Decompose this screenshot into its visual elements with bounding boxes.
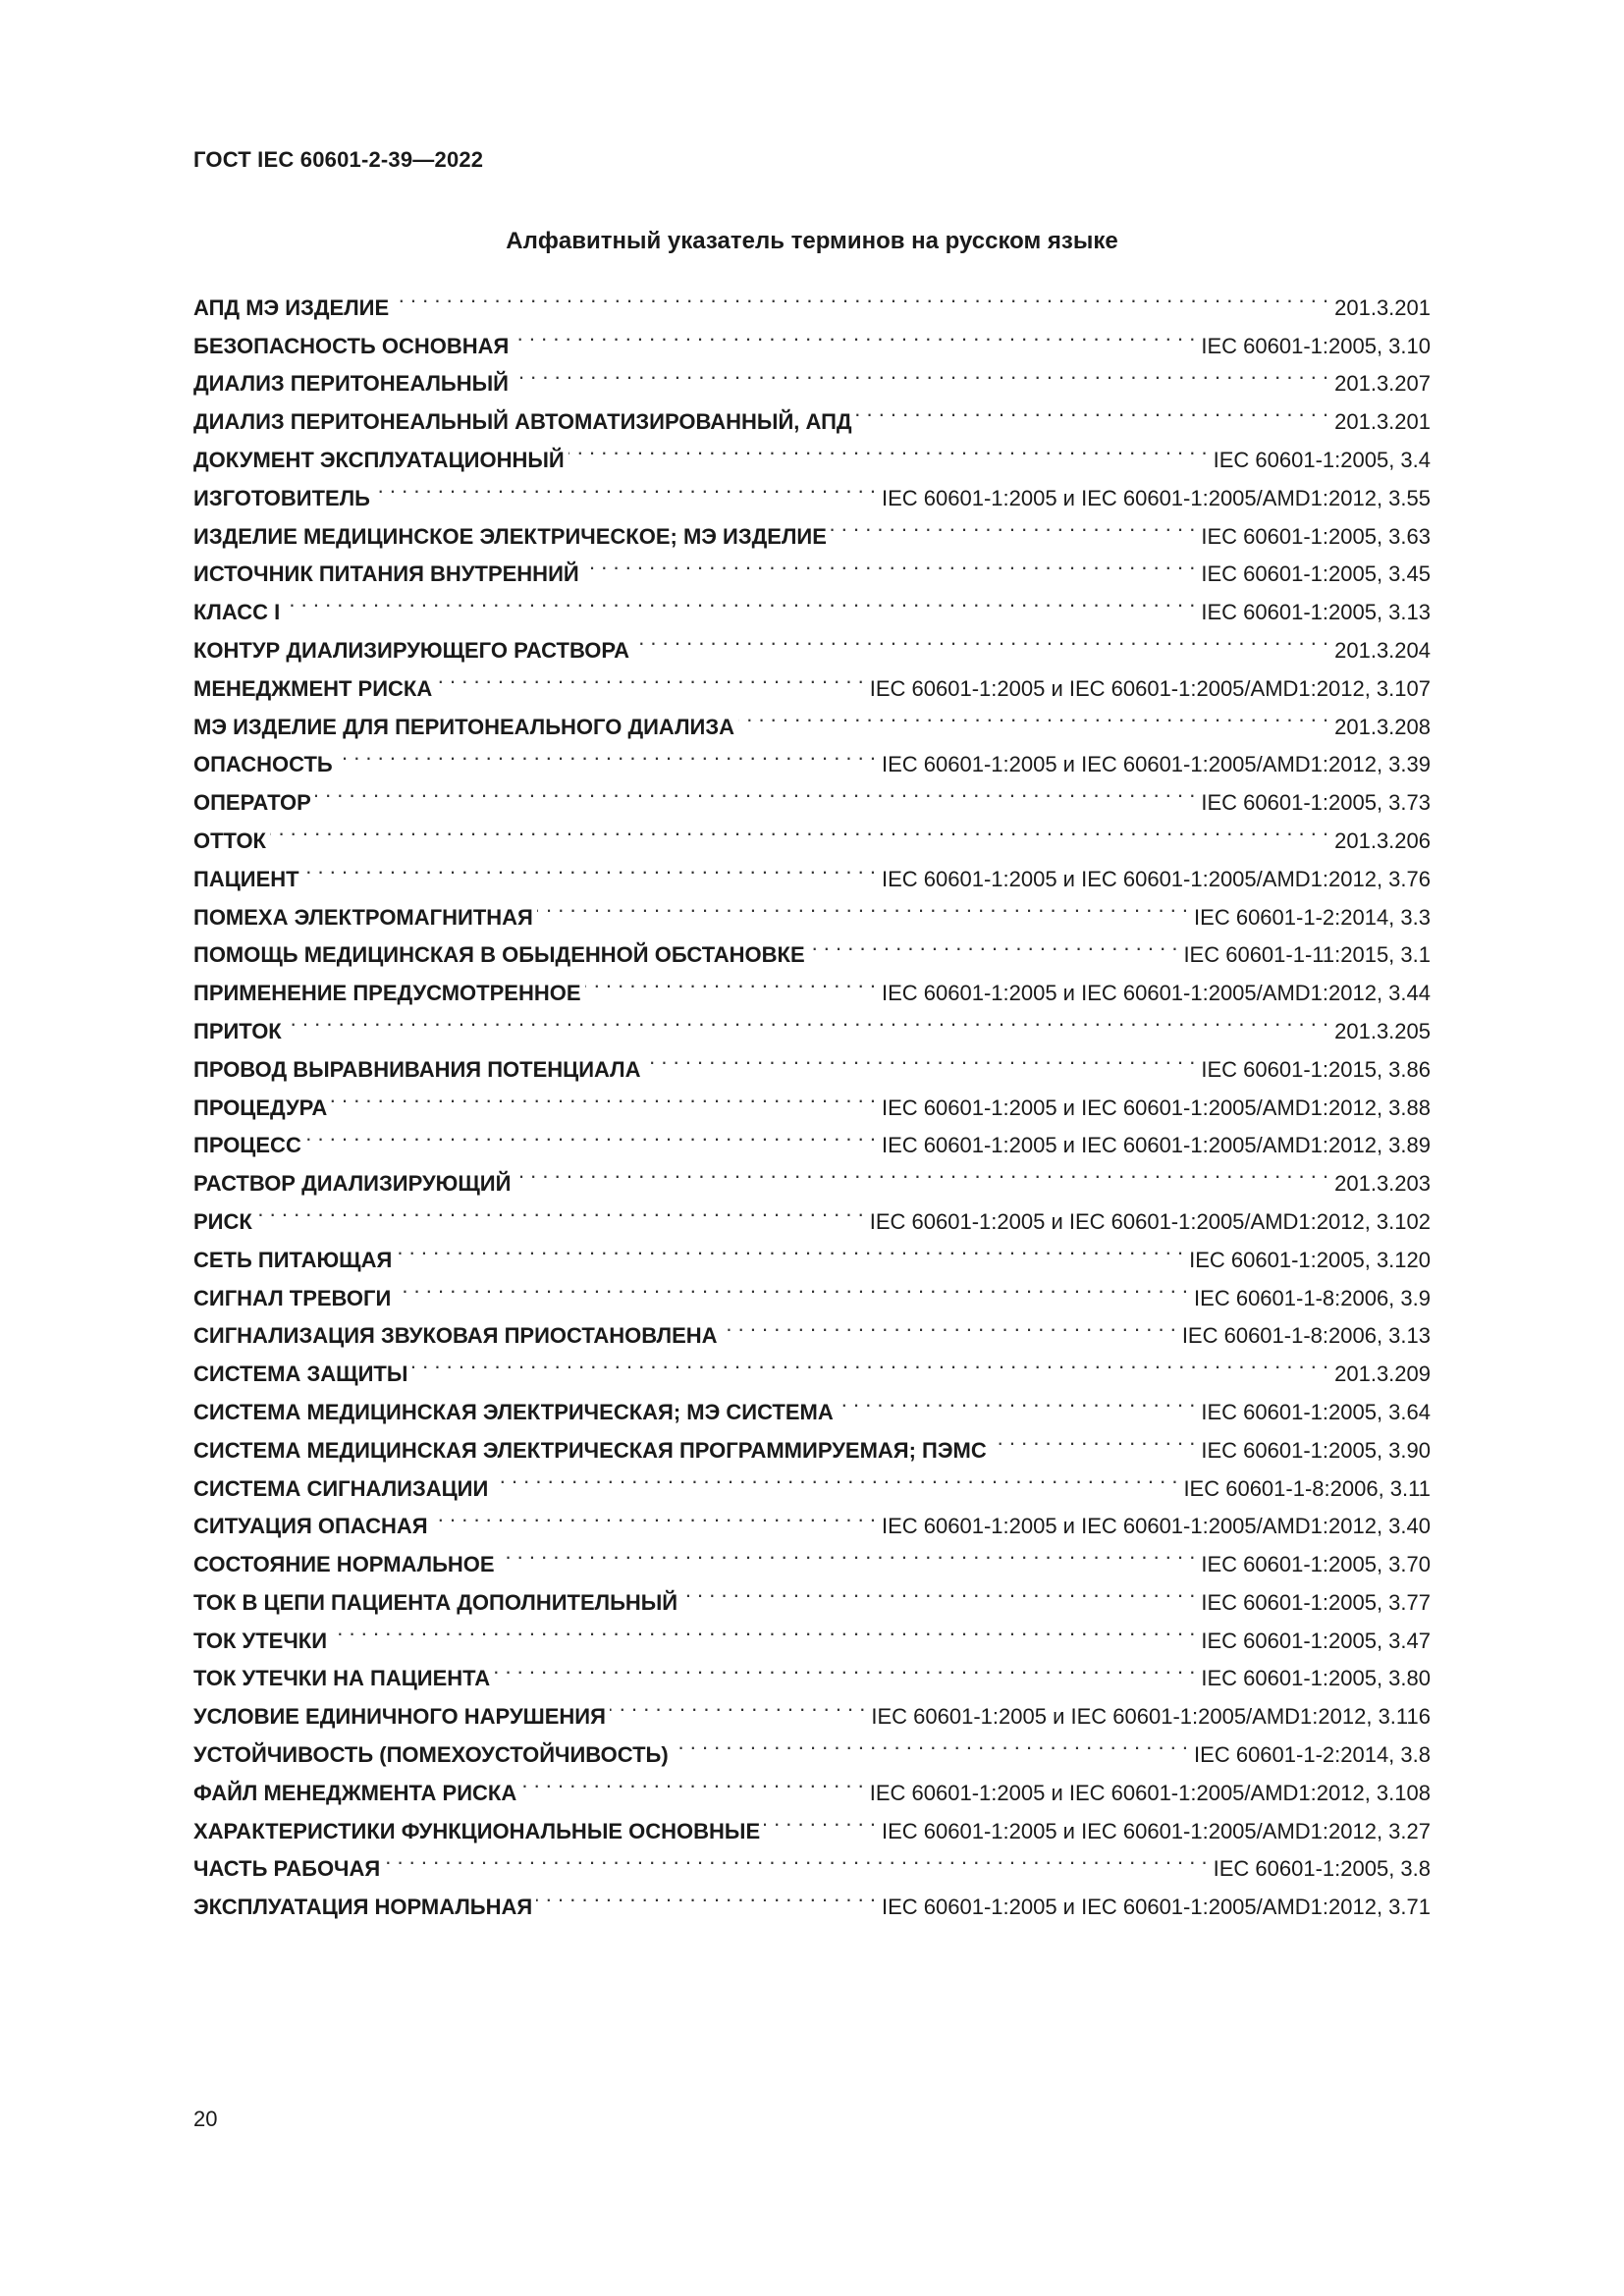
index-term: РИСК [193,1208,252,1234]
index-term: ТОК В ЦЕПИ ПАЦИЕНТА ДОПОЛНИТЕЛЬНЫЙ [193,1589,678,1615]
index-entry [193,734,1431,777]
index-entry [193,848,1431,891]
index-term: ПРОВОД ВЫРАВНИВАНИЯ ПОТЕНЦИАЛА [193,1056,641,1082]
index-term: СИСТЕМА МЕДИЦИНСКАЯ ЭЛЕКТРИЧЕСКАЯ ПРОГРАММИРУЕМАЯ; ПЭМС [193,1437,987,1463]
index-reference: IEC 60601-1:2005, 3.90 [1201,1437,1431,1463]
dot-leader [738,696,1328,734]
document-code-header: ГОСТ IEC 60601-2-39—2022 [193,147,484,172]
index-entry [193,277,1431,320]
dot-leader [499,1533,1196,1572]
dot-leader [856,391,1329,429]
dot-leader [568,429,1208,467]
index-term: АПД МЭ ИЗДЕЛИЕ [193,294,390,320]
index-reference: IEC 60601-1:2005 и IEC 60601-1:2005/AMD1:2012, 3.76 [881,866,1431,891]
index-term: БЕЗОПАСНОСТЬ ОСНОВНАЯ [193,333,510,358]
dot-leader [393,277,1328,315]
index-reference: IEC 60601-1:2005, 3.4 [1213,447,1431,472]
index-term: СИСТЕМА СИГНАЛИЗАЦИИ [193,1475,489,1501]
index-reference: IEC 60601-1:2005 и IEC 60601-1:2005/AMD1:2012, 3.102 [869,1208,1431,1234]
dot-leader [315,772,1196,810]
dot-leader [513,315,1195,353]
dot-leader [374,467,876,506]
index-term: ПОМОЩЬ МЕДИЦИНСКАЯ В ОБЫДЕННОЙ ОБСТАНОВКЕ [193,942,805,968]
dot-leader [395,1267,1188,1306]
index-reference: IEC 60601-1:2005 и IEC 60601-1:2005/AMD1:2012, 3.44 [881,981,1431,1006]
index-term: ХАРАКТЕРИСТИКИ ФУНКЦИОНАЛЬНЫЕ ОСНОВНЫЕ [193,1818,761,1843]
index-reference: IEC 60601-1:2005, 3.80 [1201,1666,1431,1691]
dot-leader [764,1800,876,1839]
index-term: ОПАСНОСТЬ [193,752,333,777]
index-term: ИЗДЕЛИЕ МЕДИЦИНСКОЕ ЭЛЕКТРИЧЕСКОЕ; МЭ ИЗДЕЛИЕ [193,523,827,549]
dot-leader [722,1306,1176,1344]
index-entry [193,619,1431,663]
index-reference: IEC 60601-1-2:2014, 3.8 [1194,1742,1431,1768]
dot-leader [520,1762,864,1800]
index-term: СОСТОЯНИЕ НОРМАЛЬНОЕ [193,1552,495,1577]
dot-leader [411,1343,1328,1381]
index-reference: IEC 60601-1:2005, 3.13 [1201,600,1431,625]
index-reference: 201.3.201 [1334,294,1431,320]
index-reference: 201.3.207 [1334,371,1431,397]
index-term: УСЛОВИЕ ЕДИНИЧНОГО НАРУШЕНИЯ [193,1704,606,1730]
index-reference: 201.3.203 [1334,1171,1431,1197]
index-term: ПРОЦЕДУРА [193,1095,328,1120]
index-reference: IEC 60601-1:2005 и IEC 60601-1:2005/AMD1:2012, 3.27 [881,1818,1431,1843]
dot-leader [585,962,876,1000]
index-reference: 201.3.205 [1334,1018,1431,1043]
dot-leader [270,810,1328,848]
index-term: СИСТЕМА МЕДИЦИНСКАЯ ЭЛЕКТРИЧЕСКАЯ; МЭ СИСТЕМА [193,1399,834,1424]
index-term: ПРОЦЕСС [193,1133,301,1158]
dot-leader [492,1458,1177,1496]
index-reference: IEC 60601-1:2015, 3.86 [1201,1056,1431,1082]
dot-leader [536,1876,876,1914]
index-reference: IEC 60601-1-8:2006, 3.9 [1194,1285,1431,1310]
index-entry [193,1152,1431,1197]
index-reference: IEC 60601-1:2005, 3.8 [1213,1856,1431,1882]
index-reference: IEC 60601-1:2005 и IEC 60601-1:2005/AMD1:2012, 3.40 [881,1514,1431,1539]
dot-leader [494,1648,1195,1686]
index-term: ИЗГОТОВИТЕЛЬ [193,485,370,510]
dot-leader [432,1496,876,1534]
index-entry [193,1191,1431,1234]
index-reference: IEC 60601-1:2005 и IEC 60601-1:2005/AMD1:2012, 3.88 [881,1095,1431,1120]
index-reference: IEC 60601-1:2005, 3.10 [1201,333,1431,358]
index-reference: 201.3.209 [1334,1362,1431,1387]
dot-leader [436,658,864,696]
index-reference: IEC 60601-1:2005, 3.120 [1189,1247,1431,1272]
dot-leader [514,1152,1328,1191]
index-reference: IEC 60601-1-8:2006, 3.13 [1181,1323,1431,1349]
dot-leader [337,734,876,773]
index-term: СИТУАЦИЯ ОПАСНАЯ [193,1514,428,1539]
index-entry [193,810,1431,853]
index-term: СЕТЬ ПИТАЮЩАЯ [193,1247,393,1272]
index-term: ДИАЛИЗ ПЕРИТОНЕАЛЬНЫЙ [193,371,509,397]
index-term: СИГНАЛИЗАЦИЯ ЗВУКОВАЯ ПРИОСТАНОВЛЕНА [193,1323,718,1349]
dot-leader [838,1381,1196,1419]
index-term: СИГНАЛ ТРЕВОГИ [193,1285,392,1310]
index-reference: IEC 60601-1:2005 и IEC 60601-1:2005/AMD1:2012, 3.39 [881,752,1431,777]
index-term: РАСТВОР ДИАЛИЗИРУЮЩИЙ [193,1171,512,1197]
index-reference: IEC 60601-1:2005 и IEC 60601-1:2005/AMD1:2012, 3.55 [881,485,1431,510]
index-term: ФАЙЛ МЕНЕДЖМЕНТА РИСКА [193,1780,517,1805]
index-term: УСТОЙЧИВОСТЬ (ПОМЕХОУСТОЙЧИВОСТЬ) [193,1742,669,1768]
dot-leader [991,1419,1196,1458]
index-reference: 201.3.206 [1334,828,1431,853]
index-term: ТОК УТЕЧКИ [193,1628,328,1653]
dot-leader [673,1724,1188,1762]
index-reference: IEC 60601-1:2005 и IEC 60601-1:2005/AMD1:2012, 3.108 [869,1780,1431,1805]
index-term: МЭ ИЗДЕЛИЕ ДЛЯ ПЕРИТОНЕАЛЬНОГО ДИАЛИЗА [193,714,735,739]
dot-leader [610,1685,865,1724]
index-term: ДИАЛИЗ ПЕРИТОНЕАЛЬНЫЙ АВТОМАТИЗИРОВАННЫЙ, АПД [193,409,852,435]
index-term: ПРИМЕНЕНИЕ ПРЕДУСМОТРЕННОЕ [193,981,581,1006]
index-reference: 201.3.204 [1334,637,1431,663]
dot-leader [331,1077,876,1115]
index-term: КОНТУР ДИАЛИЗИРУЮЩЕГО РАСТВОРА [193,637,630,663]
index-term: ДОКУМЕНТ ЭКСПЛУАТАЦИОННЫЙ [193,447,565,472]
index-term: ЭКСПЛУАТАЦИЯ НОРМАЛЬНАЯ [193,1895,533,1920]
index-reference: IEC 60601-1:2005, 3.73 [1201,790,1431,816]
dot-leader [286,1000,1328,1039]
index-reference: IEC 60601-1:2005, 3.45 [1201,561,1431,587]
dot-leader [681,1572,1195,1610]
dot-leader [331,1610,1195,1648]
dot-leader [645,1039,1196,1077]
dot-leader [303,848,876,886]
dot-leader [305,1115,876,1153]
index-reference: IEC 60601-1:2005 и IEC 60601-1:2005/AMD1:2012, 3.116 [871,1704,1431,1730]
index-term: ПАЦИЕНТ [193,866,299,891]
index-term: ПРИТОК [193,1018,282,1043]
dot-leader [513,353,1328,392]
index-entry [193,1000,1431,1043]
dot-leader [809,925,1178,963]
index-reference: IEC 60601-1-11:2015, 3.1 [1183,942,1431,968]
index-reference: IEC 60601-1-8:2006, 3.11 [1183,1475,1431,1501]
dot-leader [537,886,1188,925]
index-reference: IEC 60601-1:2005 и IEC 60601-1:2005/AMD1:2012, 3.107 [869,675,1431,701]
index-term: ТОК УТЕЧКИ НА ПАЦИЕНТА [193,1666,491,1691]
term-index-list [193,277,1431,1920]
dot-leader [396,1229,1183,1267]
dot-leader [384,1839,1207,1877]
index-term: ОТТОК [193,828,266,853]
index-reference: 201.3.201 [1334,409,1431,435]
index-reference: IEC 60601-1:2005, 3.64 [1201,1399,1431,1424]
index-reference: 201.3.208 [1334,714,1431,739]
index-reference: IEC 60601-1:2005, 3.63 [1201,523,1431,549]
index-reference: IEC 60601-1:2005 и IEC 60601-1:2005/AMD1:2012, 3.71 [881,1895,1431,1920]
index-title: Алфавитный указатель терминов на русском языке [506,228,1118,254]
index-term: ЧАСТЬ РАБОЧАЯ [193,1856,381,1882]
index-reference: IEC 60601-1:2005, 3.77 [1201,1589,1431,1615]
index-reference: IEC 60601-1:2005, 3.47 [1201,1628,1431,1653]
page-number: 20 [193,2107,218,2131]
index-reference: IEC 60601-1:2005 и IEC 60601-1:2005/AMD1:2012, 3.89 [881,1133,1431,1158]
dot-leader [583,544,1196,582]
index-term: ИСТОЧНИК ПИТАНИЯ ВНУТРЕННИЙ [193,561,579,587]
dot-leader [831,506,1195,544]
index-entry [193,1039,1431,1082]
index-term: СИСТЕМА ЗАЩИТЫ [193,1362,408,1387]
index-term: ОПЕРАТОР [193,790,311,816]
index-reference: IEC 60601-1:2005, 3.70 [1201,1552,1431,1577]
index-reference: IEC 60601-1-2:2014, 3.3 [1194,904,1431,930]
dot-leader [256,1191,864,1229]
index-term: КЛАСС I [193,600,281,625]
dot-leader [633,619,1328,658]
index-term: МЕНЕДЖМЕНТ РИСКА [193,675,433,701]
index-term: ПОМЕХА ЭЛЕКТРОМАГНИТНАЯ [193,904,533,930]
dot-leader [284,581,1195,619]
